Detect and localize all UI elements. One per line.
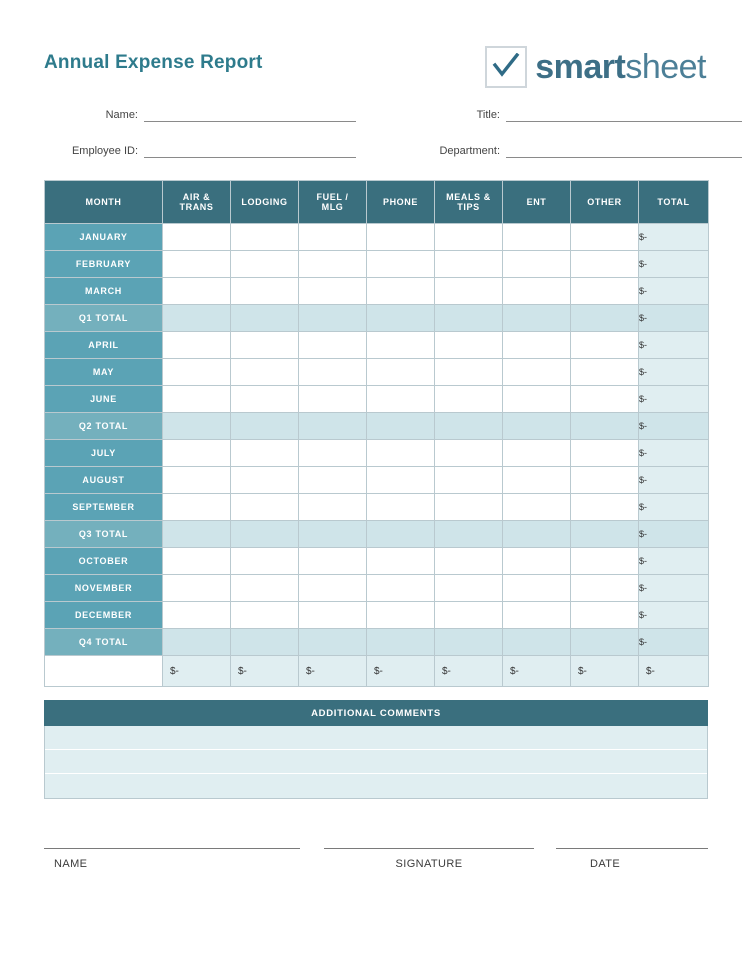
table-row	[45, 440, 709, 467]
row-label-q2-total: Q2 TOTAL	[45, 413, 163, 440]
comment-line[interactable]	[45, 774, 707, 798]
expense-cell[interactable]	[435, 251, 503, 278]
grand-total-label-cell	[45, 656, 163, 687]
grand-total-cell: $-	[231, 656, 299, 687]
document-header	[44, 40, 706, 98]
expense-cell[interactable]	[299, 467, 367, 494]
expense-cell[interactable]	[571, 575, 639, 602]
expense-cell[interactable]	[571, 629, 639, 656]
column-header-month: MONTH	[45, 181, 163, 224]
expense-cell[interactable]	[503, 413, 571, 440]
column-header-fuel-line2: MLG	[321, 202, 344, 212]
expense-cell[interactable]	[299, 440, 367, 467]
expense-cell[interactable]	[367, 602, 435, 629]
row-total-cell: $-	[639, 278, 709, 305]
expense-cell[interactable]	[435, 440, 503, 467]
name-field[interactable]	[44, 107, 356, 122]
expense-cell[interactable]	[231, 332, 299, 359]
column-header-phone: PHONE	[367, 181, 435, 224]
expense-cell[interactable]	[435, 332, 503, 359]
expense-cell[interactable]	[503, 440, 571, 467]
expense-cell[interactable]	[299, 332, 367, 359]
expense-cell[interactable]	[299, 359, 367, 386]
expense-cell[interactable]	[571, 440, 639, 467]
expense-cell[interactable]	[571, 224, 639, 251]
table-row	[45, 332, 709, 359]
expense-cell[interactable]	[163, 332, 231, 359]
expense-cell[interactable]	[571, 602, 639, 629]
row-label-q3-total: Q3 TOTAL	[45, 521, 163, 548]
row-label-august: AUGUST	[45, 467, 163, 494]
expense-cell[interactable]	[367, 575, 435, 602]
expense-cell[interactable]	[367, 413, 435, 440]
signature-name-block[interactable]	[44, 848, 300, 870]
expense-cell[interactable]	[367, 224, 435, 251]
employee-id-input[interactable]	[144, 143, 356, 158]
expense-cell[interactable]	[367, 278, 435, 305]
expense-cell[interactable]	[231, 359, 299, 386]
expense-cell[interactable]	[163, 413, 231, 440]
expense-cell[interactable]	[435, 575, 503, 602]
expense-cell[interactable]	[435, 467, 503, 494]
grand-total-cell: $-	[367, 656, 435, 687]
employee-id-field[interactable]	[44, 143, 356, 158]
expense-cell[interactable]	[367, 251, 435, 278]
expense-cell[interactable]	[299, 413, 367, 440]
row-total-cell: $-	[639, 413, 709, 440]
signature-name-label: NAME	[54, 858, 88, 870]
expense-cell[interactable]	[503, 494, 571, 521]
expense-cell[interactable]	[503, 386, 571, 413]
field-row-2	[44, 138, 706, 158]
signature-date-label: DATE	[590, 858, 621, 870]
row-label-april: APRIL	[45, 332, 163, 359]
column-header-fuel	[299, 181, 367, 224]
title-input[interactable]	[506, 107, 742, 122]
grand-total-cell: $-	[503, 656, 571, 687]
grand-total-row	[45, 656, 709, 687]
table-header	[45, 181, 709, 224]
comment-line[interactable]	[45, 750, 707, 774]
expense-cell[interactable]	[299, 521, 367, 548]
expense-cell[interactable]	[163, 548, 231, 575]
row-total-cell: $-	[639, 629, 709, 656]
expense-table	[44, 180, 709, 687]
column-header-meals-line2: TIPS	[457, 202, 480, 212]
grand-total-cell: $-	[435, 656, 503, 687]
expense-cell[interactable]	[299, 224, 367, 251]
row-label-june: JUNE	[45, 386, 163, 413]
checkmark-icon	[485, 46, 527, 88]
expense-cell[interactable]	[571, 548, 639, 575]
expense-cell[interactable]	[503, 224, 571, 251]
expense-cell[interactable]	[231, 278, 299, 305]
expense-cell[interactable]	[299, 251, 367, 278]
row-total-cell: $-	[639, 602, 709, 629]
column-header-lodging: LODGING	[231, 181, 299, 224]
expense-cell[interactable]	[231, 440, 299, 467]
grand-total-cell: $-	[163, 656, 231, 687]
expense-cell[interactable]	[367, 440, 435, 467]
expense-cell[interactable]	[231, 305, 299, 332]
expense-cell[interactable]	[163, 305, 231, 332]
expense-cell[interactable]	[367, 359, 435, 386]
grand-total-cell: $-	[299, 656, 367, 687]
expense-cell[interactable]	[231, 467, 299, 494]
row-label-march: MARCH	[45, 278, 163, 305]
expense-cell[interactable]	[231, 575, 299, 602]
name-input[interactable]	[144, 107, 356, 122]
expense-cell[interactable]	[571, 359, 639, 386]
expense-cell[interactable]	[571, 251, 639, 278]
expense-cell[interactable]	[367, 332, 435, 359]
row-total-cell: $-	[639, 440, 709, 467]
additional-comments-header: ADDITIONAL COMMENTS	[44, 700, 708, 726]
department-label: Department:	[439, 145, 500, 157]
expense-cell[interactable]	[571, 467, 639, 494]
signature-sign-block[interactable]	[324, 848, 534, 870]
expense-cell[interactable]	[299, 278, 367, 305]
expense-cell[interactable]	[503, 467, 571, 494]
page-title: Annual Expense Report	[44, 52, 263, 73]
expense-cell[interactable]	[163, 224, 231, 251]
expense-cell[interactable]	[299, 494, 367, 521]
expense-cell[interactable]	[231, 494, 299, 521]
expense-cell[interactable]	[571, 278, 639, 305]
row-label-november: NOVEMBER	[45, 575, 163, 602]
expense-cell[interactable]	[163, 386, 231, 413]
expense-cell[interactable]	[163, 494, 231, 521]
brand-wordmark	[535, 50, 706, 84]
expense-cell[interactable]	[435, 629, 503, 656]
row-total-cell: $-	[639, 251, 709, 278]
row-total-cell: $-	[639, 467, 709, 494]
row-label-january: JANUARY	[45, 224, 163, 251]
table-row	[45, 548, 709, 575]
expense-cell[interactable]	[163, 440, 231, 467]
expense-cell[interactable]	[231, 629, 299, 656]
table-row	[45, 224, 709, 251]
expense-cell[interactable]	[435, 386, 503, 413]
row-total-cell: $-	[639, 386, 709, 413]
row-total-cell: $-	[639, 494, 709, 521]
table-row	[45, 602, 709, 629]
table-body	[45, 224, 709, 687]
grand-total-total-cell: $-	[639, 656, 709, 687]
row-label-october: OCTOBER	[45, 548, 163, 575]
additional-comments-section	[44, 700, 708, 799]
expense-cell[interactable]	[163, 521, 231, 548]
expense-cell[interactable]	[367, 629, 435, 656]
expense-cell[interactable]	[163, 467, 231, 494]
table-row	[45, 251, 709, 278]
expense-cell[interactable]	[367, 521, 435, 548]
expense-cell[interactable]	[571, 494, 639, 521]
form-fields	[44, 102, 706, 174]
expense-cell[interactable]	[503, 629, 571, 656]
table-row	[45, 494, 709, 521]
expense-cell[interactable]	[503, 305, 571, 332]
table-row	[45, 305, 709, 332]
expense-cell[interactable]	[503, 521, 571, 548]
row-label-december: DECEMBER	[45, 602, 163, 629]
expense-cell[interactable]	[367, 494, 435, 521]
expense-cell[interactable]	[299, 386, 367, 413]
expense-cell[interactable]	[503, 602, 571, 629]
department-input[interactable]	[506, 143, 742, 158]
row-total-cell: $-	[639, 575, 709, 602]
title-field[interactable]	[422, 107, 742, 122]
smartsheet-logo	[485, 40, 706, 94]
column-header-meals-line1: MEALS &	[446, 191, 491, 202]
expense-cell[interactable]	[163, 629, 231, 656]
expense-cell[interactable]	[231, 521, 299, 548]
expense-cell[interactable]	[571, 305, 639, 332]
field-row-1	[44, 102, 706, 122]
expense-cell[interactable]	[163, 251, 231, 278]
row-total-cell: $-	[639, 224, 709, 251]
expense-cell[interactable]	[163, 602, 231, 629]
expense-cell[interactable]	[163, 575, 231, 602]
brand-text-smart: smart	[535, 48, 626, 86]
expense-cell[interactable]	[571, 413, 639, 440]
column-header-ent: ENT	[503, 181, 571, 224]
table-row	[45, 413, 709, 440]
expense-cell[interactable]	[503, 575, 571, 602]
expense-cell[interactable]	[435, 413, 503, 440]
expense-cell[interactable]	[231, 413, 299, 440]
additional-comments-body[interactable]	[44, 726, 708, 799]
expense-cell[interactable]	[231, 548, 299, 575]
brand-text-sheet: sheet	[625, 48, 706, 86]
expense-cell[interactable]	[299, 305, 367, 332]
expense-cell[interactable]	[503, 359, 571, 386]
expense-cell[interactable]	[571, 386, 639, 413]
expense-cell[interactable]	[435, 224, 503, 251]
expense-cell[interactable]	[163, 278, 231, 305]
row-label-q1-total: Q1 TOTAL	[45, 305, 163, 332]
expense-cell[interactable]	[367, 467, 435, 494]
table-row	[45, 467, 709, 494]
department-field[interactable]	[422, 143, 742, 158]
table-header-row	[45, 181, 709, 224]
row-total-cell: $-	[639, 332, 709, 359]
table-row	[45, 521, 709, 548]
expense-cell[interactable]	[299, 629, 367, 656]
expense-cell[interactable]	[231, 224, 299, 251]
table-row	[45, 575, 709, 602]
expense-cell[interactable]	[163, 359, 231, 386]
signature-date-block[interactable]	[556, 848, 708, 870]
table-row	[45, 386, 709, 413]
column-header-total: TOTAL	[639, 181, 709, 224]
expense-cell[interactable]	[435, 305, 503, 332]
expense-cell[interactable]	[299, 575, 367, 602]
expense-cell[interactable]	[435, 278, 503, 305]
column-header-air-trans	[163, 181, 231, 224]
row-label-february: FEBRUARY	[45, 251, 163, 278]
expense-cell[interactable]	[299, 548, 367, 575]
expense-cell[interactable]	[435, 602, 503, 629]
expense-cell[interactable]	[503, 332, 571, 359]
name-label: Name:	[105, 109, 138, 121]
expense-cell[interactable]	[231, 602, 299, 629]
row-label-july: JULY	[45, 440, 163, 467]
expense-cell[interactable]	[231, 386, 299, 413]
expense-cell[interactable]	[435, 359, 503, 386]
column-header-other: OTHER	[571, 181, 639, 224]
table-row	[45, 278, 709, 305]
row-total-cell: $-	[639, 305, 709, 332]
expense-cell[interactable]	[231, 251, 299, 278]
signature-section	[44, 848, 708, 870]
grand-total-cell: $-	[571, 656, 639, 687]
row-total-cell: $-	[639, 359, 709, 386]
table-row	[45, 629, 709, 656]
expense-cell[interactable]	[367, 386, 435, 413]
signature-sign-label: SIGNATURE	[395, 858, 463, 870]
column-header-fuel-line1: FUEL /	[316, 191, 349, 202]
expense-cell[interactable]	[503, 548, 571, 575]
expense-cell[interactable]	[367, 305, 435, 332]
expense-cell[interactable]	[571, 521, 639, 548]
expense-cell[interactable]	[503, 251, 571, 278]
row-total-cell: $-	[639, 521, 709, 548]
comment-line[interactable]	[45, 726, 707, 750]
expense-cell[interactable]	[571, 332, 639, 359]
column-header-meals	[435, 181, 503, 224]
expense-cell[interactable]	[435, 548, 503, 575]
column-header-air-trans-line1: AIR &	[182, 191, 211, 202]
row-label-september: SEPTEMBER	[45, 494, 163, 521]
column-header-air-trans-line2: TRANS	[179, 202, 214, 212]
expense-cell[interactable]	[435, 494, 503, 521]
expense-cell[interactable]	[299, 602, 367, 629]
row-total-cell: $-	[639, 548, 709, 575]
row-label-q4-total: Q4 TOTAL	[45, 629, 163, 656]
expense-cell[interactable]	[503, 278, 571, 305]
expense-table-wrapper	[44, 180, 708, 687]
table-row	[45, 359, 709, 386]
row-label-may: MAY	[45, 359, 163, 386]
expense-cell[interactable]	[367, 548, 435, 575]
title-label: Title:	[476, 109, 500, 121]
expense-cell[interactable]	[435, 521, 503, 548]
employee-id-label: Employee ID:	[71, 145, 138, 157]
